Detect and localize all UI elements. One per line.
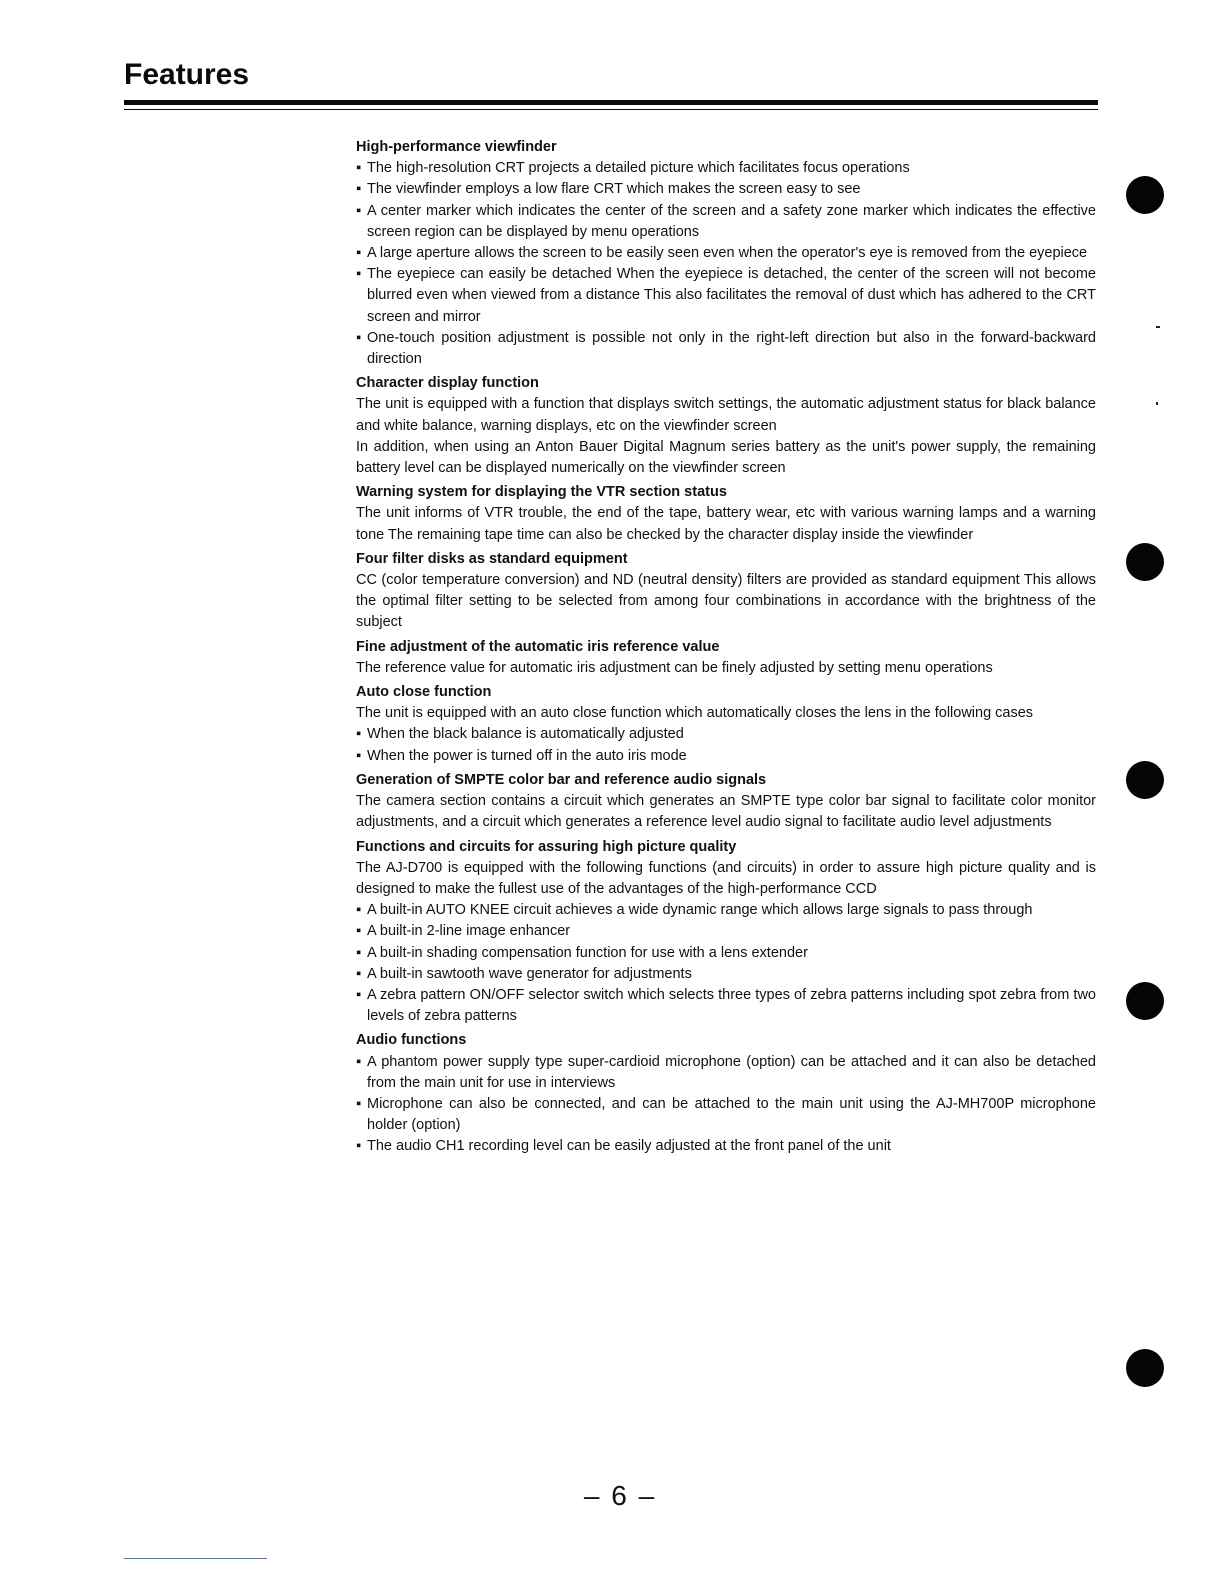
section-heading: Audio functions	[356, 1032, 467, 1049]
section-audio	[356, 1030, 1096, 1157]
bullet-icon: ▪	[356, 1095, 362, 1112]
bullet-icon: ▪	[356, 965, 362, 982]
paragraph: The AJ-D700 is equipped with the following functions (and circuits) in order to assure high picture quality and is designed to make the fullest use of the advantages of the high-performance CCD	[356, 859, 1096, 897]
page-title: Features	[124, 58, 250, 91]
section-heading: High-performance viewfinder	[356, 139, 557, 155]
section-auto-close	[356, 682, 1096, 767]
bullet-icon: ▪	[356, 329, 362, 346]
list-item: ▪ A built-in AUTO KNEE circuit achieves a wide dynamic range which allows large signals to pass through	[356, 900, 1096, 921]
list-item: ▪ The viewfinder employs a low flare CRT which makes the screen easy to see	[356, 179, 1096, 200]
bullet-icon: ▪	[356, 266, 362, 283]
list-item: ▪ A center marker which indicates the center of the screen and a safety zone marker which indicates the effective screen region can be displayed by menu operations	[356, 202, 1096, 240]
footer-line	[124, 1558, 267, 1559]
scan-speck	[1156, 326, 1160, 328]
section-iris-adjustment	[356, 637, 1096, 679]
section-picture-quality	[356, 837, 1096, 1028]
bullet-icon: ▪	[356, 160, 362, 177]
bullet-icon: ▪	[356, 986, 362, 1003]
bullet-list	[356, 724, 1096, 766]
paragraph: CC (color temperature conversion) and ND (neutral density) filters are provided as standard equipment This allows the optimal filter setting to be selected from among four combinations in accordance with the brightness of the subject	[356, 572, 1096, 631]
list-item: ▪ A zebra pattern ON/OFF selector switch which selects three types of zebra patterns including spot zebra from two levels of zebra patterns	[356, 986, 1096, 1025]
list-item: ▪ A built-in sawtooth wave generator for adjustments	[356, 964, 1096, 985]
list-item: ▪ The high-resolution CRT projects a detailed picture which facilitates focus operations	[356, 158, 1096, 179]
paragraph: The camera section contains a circuit which generates an SMPTE type color bar signal to facilitate color monitor adjustments, and a circuit which generates a reference level audio signal to facilitate audio level adjustments	[356, 793, 1096, 831]
section-heading: Four filter disks as standard equipment	[356, 550, 628, 567]
list-item: ▪ When the power is turned off in the auto iris mode	[356, 746, 1096, 767]
list-item: ▪ Microphone can also be connected, and can be attached to the main unit using the AJ-MH700P microphone holder (option)	[356, 1095, 1096, 1134]
page-number: – 6 –	[583, 1480, 657, 1511]
bullet-icon: ▪	[356, 1138, 362, 1155]
binder-hole-icon	[1126, 543, 1164, 581]
header-rule-thin	[124, 109, 1098, 110]
bullet-icon: ▪	[356, 923, 362, 940]
bullet-icon: ▪	[356, 944, 362, 961]
binder-hole-icon	[1126, 1349, 1164, 1387]
list-item: ▪ A built-in 2-line image enhancer	[356, 921, 1096, 942]
section-heading: Auto close function	[356, 684, 492, 701]
bullet-icon: ▪	[356, 202, 362, 219]
list-item: ▪ The eyepiece can easily be detached When the eyepiece is detached, the center of the screen will not become blurred even when viewed from a distance This also facilitates the removal of dust which has adhered to the CRT screen and mirror	[356, 266, 1096, 325]
section-character-display	[356, 373, 1096, 479]
list-item: ▪ When the black balance is automatically adjusted	[356, 724, 1096, 745]
bullet-icon: ▪	[356, 902, 362, 919]
section-heading: Warning system for displaying the VTR section status	[356, 484, 727, 501]
paragraph: In addition, when using an Anton Bauer Digital Magnum series battery as the unit's power supply, the remaining battery level can be displayed numerically on the viewfinder screen	[356, 438, 1096, 477]
paragraph: The unit informs of VTR trouble, the end of the tape, battery wear, etc with various warning lamps and a warning tone The remaining tape time can also be checked by the character display inside the viewfinder	[356, 505, 1096, 543]
bullet-list	[356, 1052, 1096, 1158]
bullet-list	[356, 900, 1096, 1027]
section-smpte	[356, 770, 1096, 834]
scan-speck	[1156, 402, 1158, 405]
paragraph: The unit is equipped with an auto close function which automatically closes the lens in the following cases	[356, 705, 1034, 722]
section-heading: Fine adjustment of the automatic iris reference value	[356, 638, 720, 655]
list-item: ▪ The audio CH1 recording level can be easily adjusted at the front panel of the unit	[356, 1136, 1096, 1157]
features-content	[356, 137, 1096, 1161]
bullet-icon: ▪	[356, 726, 362, 743]
paragraph: The reference value for automatic iris adjustment can be finely adjusted by setting menu operations	[356, 659, 993, 676]
section-heading: Generation of SMPTE color bar and reference audio signals	[356, 771, 767, 788]
header-rule-thick	[124, 100, 1098, 105]
section-viewfinder	[356, 137, 1096, 370]
binder-hole-icon	[1126, 761, 1164, 799]
binder-hole-icon	[1126, 982, 1164, 1020]
bullet-icon: ▪	[356, 245, 362, 262]
bullet-icon: ▪	[356, 181, 362, 198]
section-heading: Functions and circuits for assuring high picture quality	[356, 838, 737, 855]
bullet-list	[356, 158, 1096, 370]
list-item: ▪ A large aperture allows the screen to be easily seen even when the operator's eye is removed from the eyepiece	[356, 243, 1096, 264]
section-filter-disks	[356, 549, 1096, 634]
bullet-icon: ▪	[356, 1053, 362, 1070]
section-warning-system	[356, 482, 1096, 546]
list-item: ▪ One-touch position adjustment is possible not only in the right-left direction but also in the forward-backward direction	[356, 329, 1096, 368]
list-item: ▪ A phantom power supply type super-cardioid microphone (option) can be attached and it can also be detached from the main unit for use in interviews	[356, 1053, 1096, 1091]
section-heading: Character display function	[356, 375, 539, 392]
binder-hole-icon	[1126, 176, 1164, 214]
list-item: ▪ A built-in shading compensation function for use with a lens extender	[356, 943, 1096, 964]
bullet-icon: ▪	[356, 747, 362, 764]
paragraph: The unit is equipped with a function that displays switch settings, the automatic adjustment status for black balance and white balance, warning displays, etc on the viewfinder screen	[356, 396, 1096, 434]
